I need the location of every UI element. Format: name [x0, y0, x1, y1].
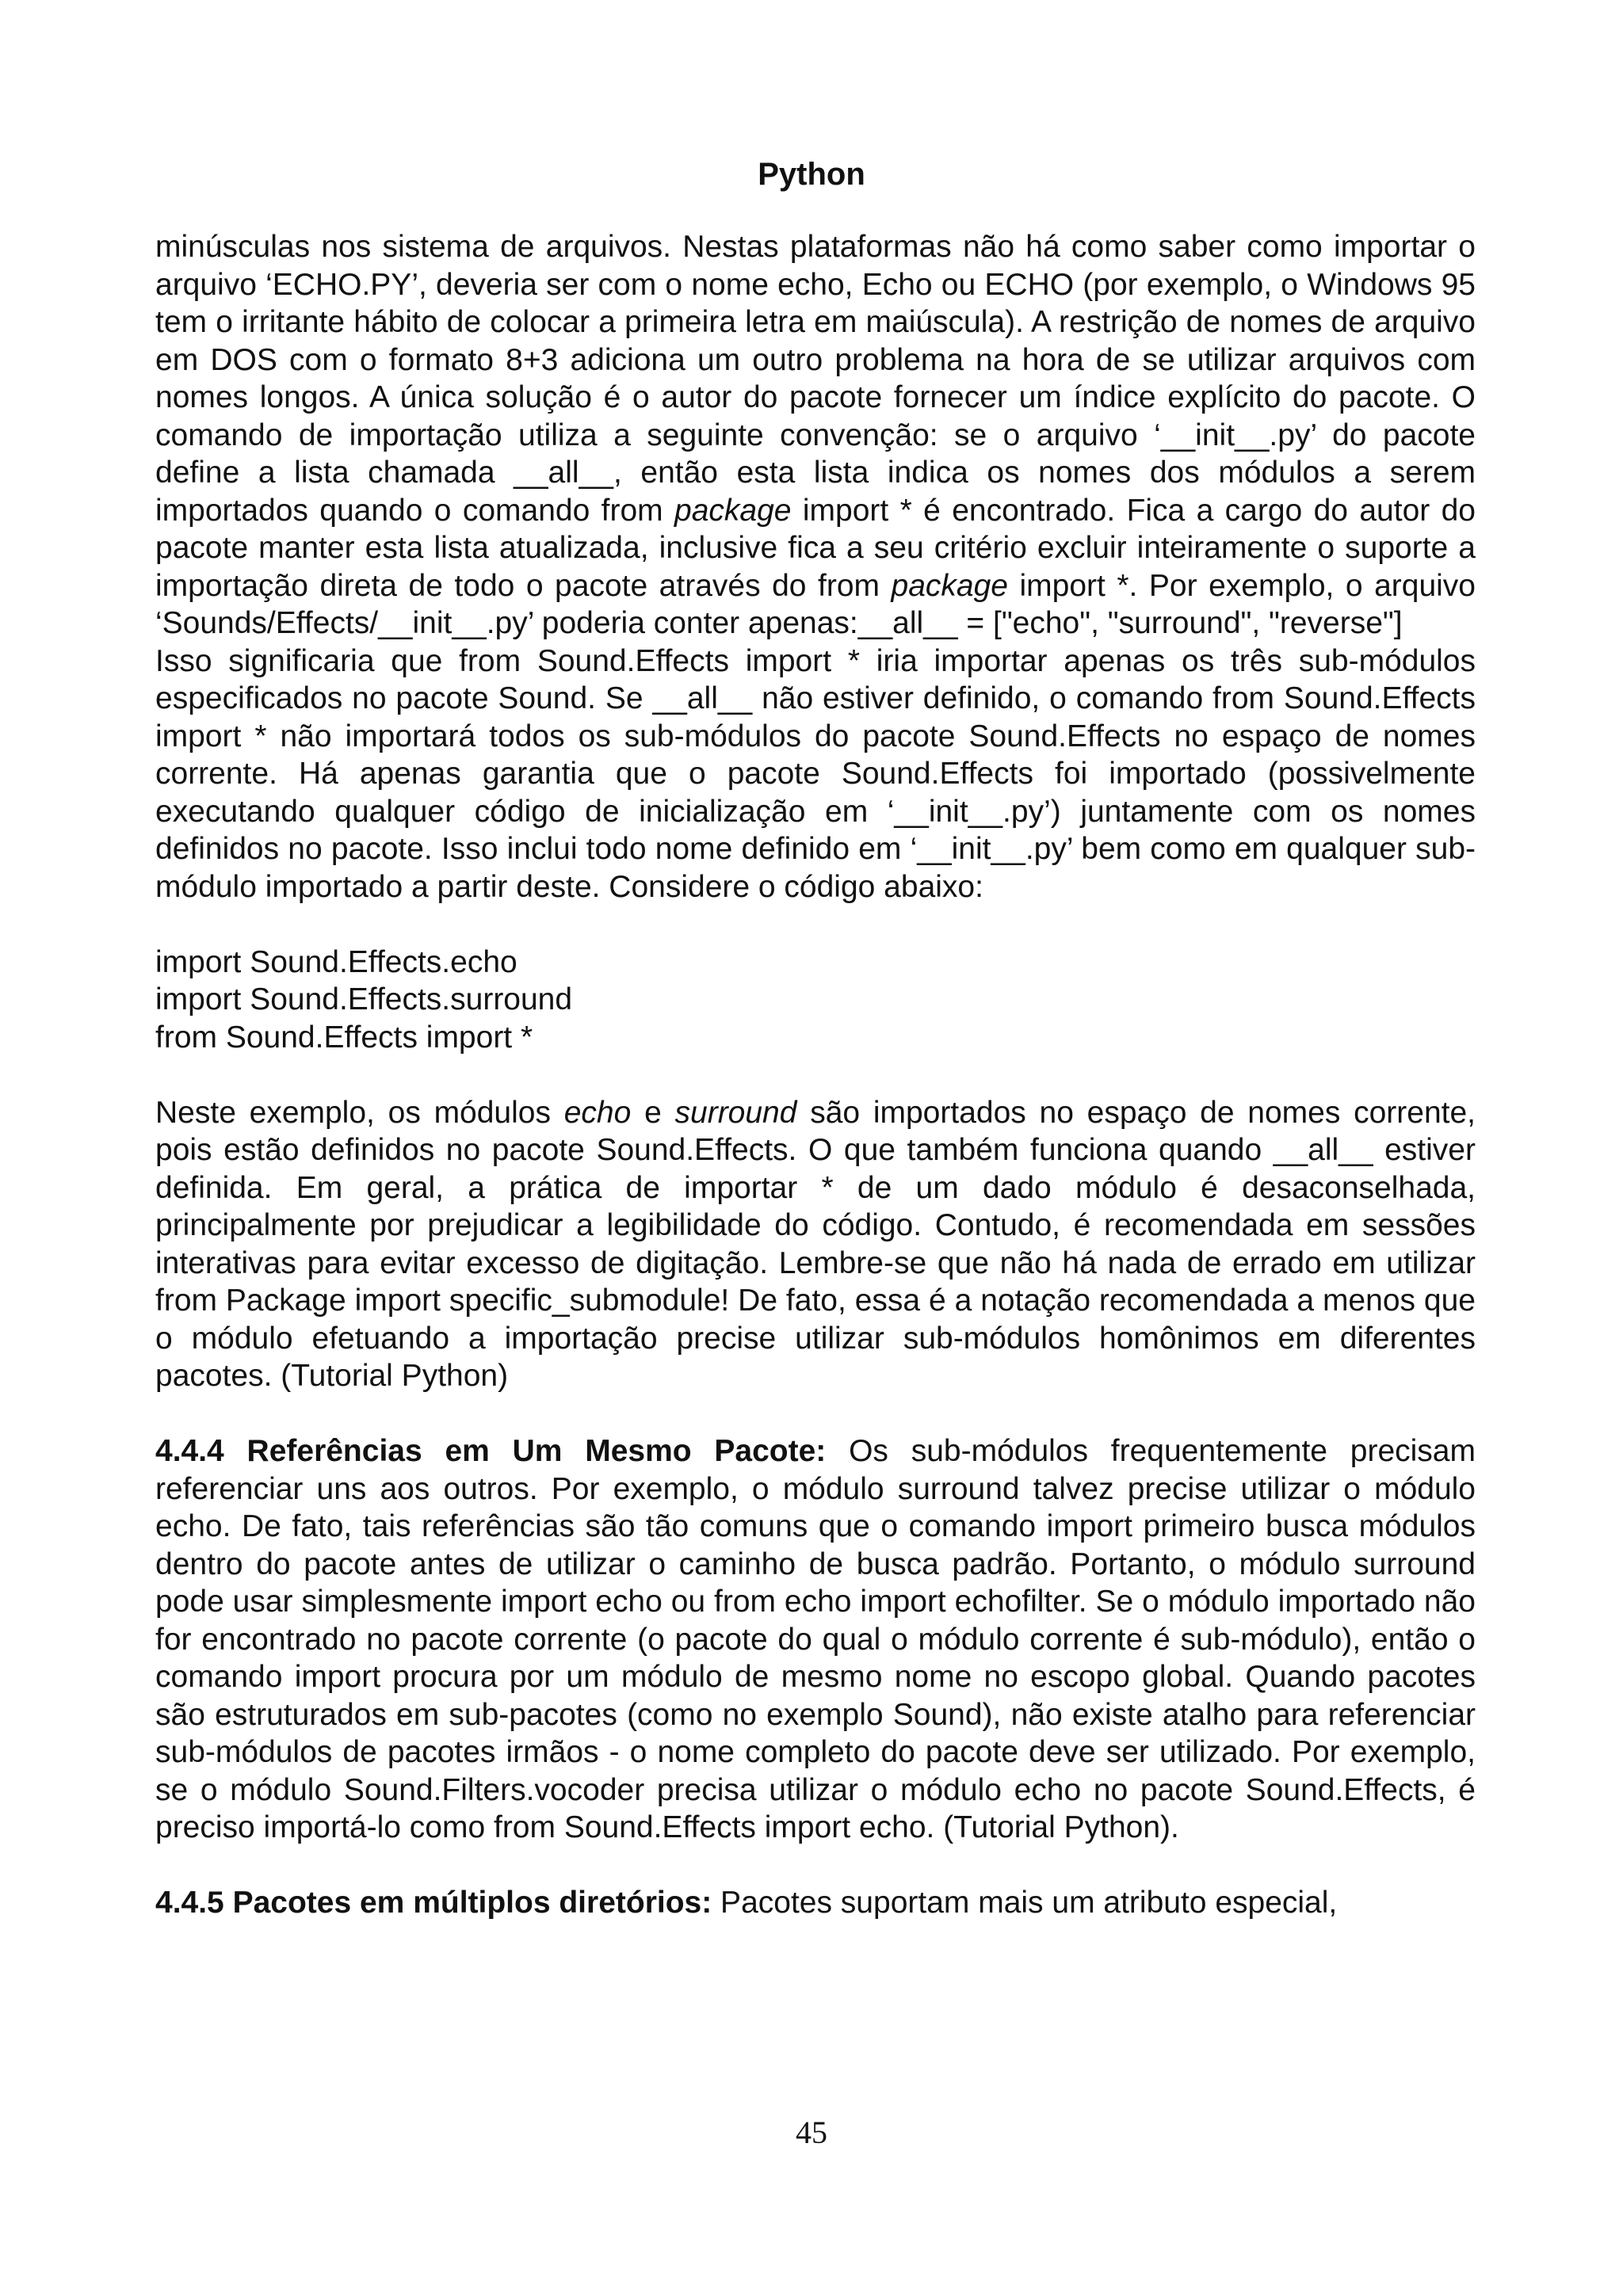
emphasis-package: package: [891, 568, 1008, 603]
paragraph-text: são importados no espaço de nomes corrente, pois estão definidos no pacote Sound.Effects. O que também funciona quando __all__ estiver definida. Em geral, a prática de importar * de um dado módulo é desaconselhada, principalmente por prejudicar a legibilidade do código. Contudo, é recomendada em sessões interativas para evitar excesso de digitação. Lembre-se que não há nada de errado em utilizar from Package import specific_submodule! De fato, essa é a notação recomendada a menos que o módulo efetuando a importação precise utilizar sub-módulos homônimos em diferentes pacotes. (Tutorial Python): [155, 1095, 1476, 1393]
section-heading: 4.4.4 Referências em Um Mesmo Pacote:: [155, 1434, 827, 1468]
paragraph-import-star: Isso significaria que from Sound.Effects import * iria importar apenas os três sub-módulos especificados no pacote Sound. Se __all__ não estiver definido, o comando from Sound.Effects import * não importará todos os sub-módulos do pacote Sound.Effects no espaço de nomes corrente. Há apenas garantia que o pacote Sound.Effects foi importado (possivelmente executando qualquer código de inicialização em ‘__init__.py’) juntamente com os nomes definidos no pacote. Isso inclui todo nome definido em ‘__init__.py’ bem como em qualquer sub-módulo importado a partir deste. Considere o código abaixo:: [155, 643, 1476, 904]
code-line: from Sound.Effects import *: [155, 1020, 533, 1055]
section-heading: 4.4.5 Pacotes em múltiplos diretórios:: [155, 1886, 712, 1920]
emphasis-module-echo: echo: [563, 1095, 632, 1130]
spacer: [155, 906, 1476, 944]
paragraph-package-index: [155, 228, 1476, 643]
section-text: Os sub-módulos frequentemente precisam referenciar uns aos outros. Por exemplo, o módulo surround talvez precise utilizar o módulo echo. De fato, tais referências são tão comuns que o comando import primeiro busca módulos dentro do pacote antes de utilizar o caminho de busca padrão. Portanto, o módulo surround pode usar simplesmente import echo ou from echo import echofilter. Se o módulo importado não for encontrado no pacote corrente (o pacote do qual o módulo corrente é sub-módulo), então o comando import procura por um módulo de mesmo nome no escopo global. Quando pacotes são estruturados em sub-pacotes (como no exemplo Sound), não existe atalho para referenciar sub-módulos de pacotes irmãos - o nome completo do pacote deve ser utilizado. Por exemplo, se o módulo Sound.Filters.vocoder precisa utilizar o módulo echo no pacote Sound.Effects, é preciso importá-lo como from Sound.Effects import echo. (Tutorial Python).: [155, 1434, 1476, 1844]
code-line: import Sound.Effects.echo: [155, 944, 517, 979]
paragraph-text: import *. Por exemplo, o arquivo ‘Sounds/Effects/__init__.py’ poderia conter apenas:__all__ = ["echo", "surround", "reverse"]: [155, 568, 1476, 640]
section-4-4-4: [155, 1432, 1476, 1847]
section-4-4-5: [155, 1884, 1476, 1922]
code-line: import Sound.Effects.surround: [155, 982, 573, 1016]
paragraph-text: Neste exemplo, os módulos: [155, 1095, 564, 1130]
spacer: [155, 1056, 1476, 1094]
code-block: [155, 944, 1476, 1057]
spacer: [155, 1395, 1476, 1433]
spacer: [155, 1847, 1476, 1885]
emphasis-package: package: [674, 493, 792, 528]
page-number: 45: [796, 2115, 827, 2150]
paragraph-text: e: [631, 1095, 675, 1130]
paragraph-text: minúsculas nos sistema de arquivos. Nestas plataformas não há como saber como importar o arquivo ‘ECHO.PY’, deveria ser com o nome echo, Echo ou ECHO (por exemplo, o Windows 95 tem o irritante hábito de colocar a primeira letra em maiúscula). A restrição de nomes de arquivo em DOS com o formato 8+3 adiciona um outro problema na hora de se utilizar arquivos com nomes longos. A única solução é o autor do pacote fornecer um índice explícito do pacote. O comando de importação utiliza a seguinte convenção: se o arquivo ‘__init__.py’ do pacote define a lista chamada __all__, então esta lista indica os nomes dos módulos a serem importados quando o comando from: [155, 230, 1476, 528]
paragraph-text: import * é encontrado. Fica a cargo do autor do pacote manter esta lista atualizada, inclusive fica a seu critério excluir inteiramente o suporte a importação direta de todo o pacote através do from: [155, 493, 1476, 603]
emphasis-module-surround: surround: [674, 1095, 797, 1130]
page-header-title: Python: [758, 157, 865, 192]
page-body: [155, 228, 1476, 1922]
paragraph-example-explanation: [155, 1094, 1476, 1395]
section-text: Pacotes suportam mais um atributo especial,: [712, 1886, 1338, 1920]
